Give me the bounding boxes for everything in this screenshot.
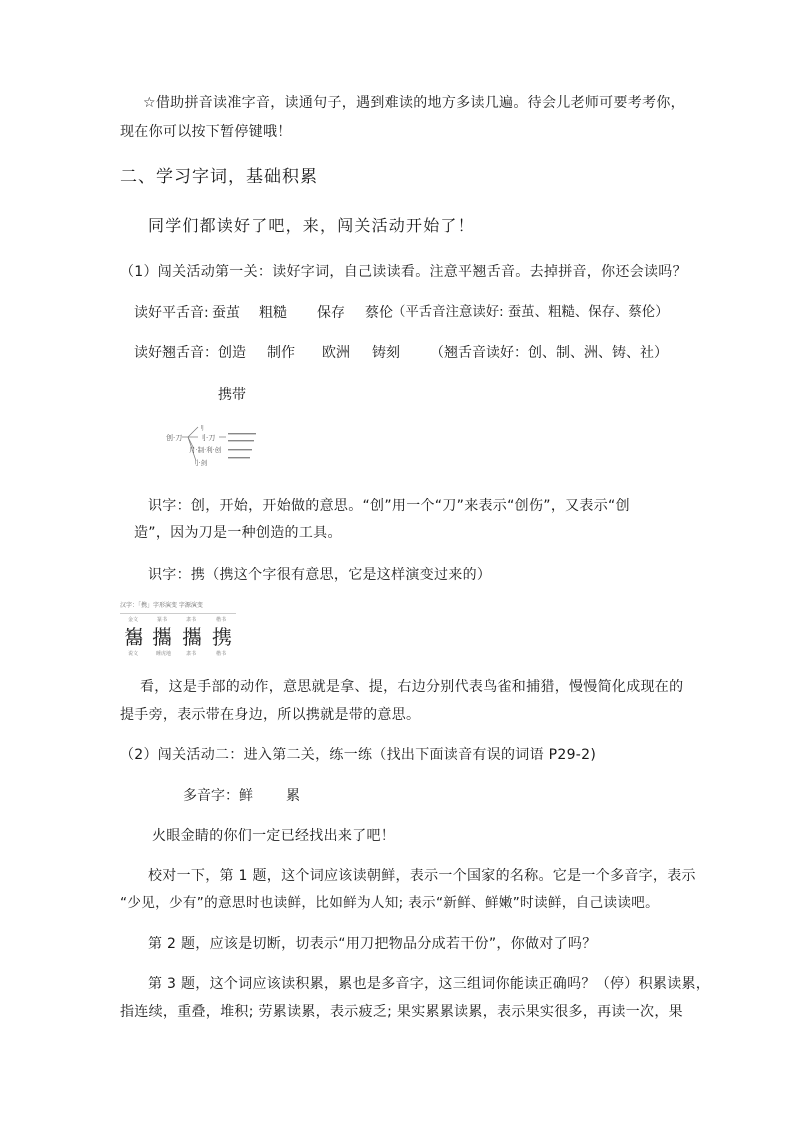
svg-text:刂·剑: 刂·剑: [192, 459, 208, 467]
source-label: 楷书: [216, 651, 227, 657]
svg-text:创·刀: 创·刀: [166, 434, 183, 442]
source-label: 说文: [128, 651, 139, 657]
paragraph-line: 看，这是手部的动作，意思就是拿、提，右边分别代表鸟雀和捕猎，慢慢简化成现在的: [140, 679, 684, 695]
extra-word: 携带: [218, 387, 246, 403]
glyph: 攜: [152, 625, 172, 649]
glyph: 携: [212, 625, 232, 649]
intro-text: 同学们都读好了吧，来，闯关活动开始了！: [148, 216, 475, 235]
retroflex-word: 欧洲: [322, 345, 350, 361]
xie-evolution-figure: [120, 600, 240, 660]
script-label: 隶书: [186, 617, 197, 623]
retroflex-note: （翘舌音读好：创、制、洲、铸、社）: [430, 345, 668, 361]
paragraph-line: 识字：创，开始，开始做的意思。“创”用一个“刀”来表示“创伤”，又表示“创: [148, 498, 630, 514]
svg-text:刂: 刂: [198, 425, 205, 432]
flat-word: 粗糙: [259, 305, 287, 321]
paragraph-line: 火眼金睛的你们一定已经找出来了吧！: [152, 828, 396, 844]
task-2-text: （2）闯关活动二：进入第二关，练一练（找出下面读音有误的词语 P29-2): [120, 747, 597, 763]
paragraph-line: 第 2 题，应该是切断，切表示“用刀把物品分成若干份”，你做对了吗？: [148, 936, 597, 952]
glyph: 雟: [124, 625, 144, 649]
paragraph-line: 第 3 题，这个词应该读积累，累也是多音字，这三组词你能读正确吗？（停）积累读累，: [148, 976, 711, 992]
source-label: 睡虎地: [156, 651, 172, 657]
retroflex-word: 制作: [267, 345, 295, 361]
paragraph-line: 校对一下，第 1 题，这个词应该读朝鲜，表示一个国家的名称。它是一个多音字，表示: [148, 868, 696, 884]
script-label: 篆书: [157, 617, 168, 623]
paragraph-line: ☆借助拼音读准字音，读通句子，遇到难读的地方多读几遍。待会儿老师可要考考你，: [143, 95, 685, 111]
task-1-text: （1）闯关活动第一关：读好字词，自己读读看。注意平翘舌音。去掉拼音，你还会读吗？: [120, 264, 687, 280]
paragraph-line: 造”，因为刀是一种创造的工具。: [134, 525, 342, 541]
flat-word: 蚕茧: [212, 305, 240, 321]
section-heading: 二、学习字词，基础积累: [120, 167, 318, 187]
paragraph-line: “少见，少有”的意思时也读鲜，比如鲜为人知; 表示“新鲜、鲜嫩”时读鲜，自己读读吧。: [120, 895, 660, 911]
retroflex-label: 读好翘舌音：: [134, 345, 218, 361]
flat-word: 蔡伦: [365, 305, 393, 321]
paragraph-line: 现在你可以按下暂停键哦！: [120, 124, 292, 140]
source-label: 隶书: [186, 651, 197, 657]
flat-label: 读好平舌音:: [134, 305, 209, 321]
script-label: 楷书: [216, 617, 227, 623]
svg-text:刂·刀: 刂·刀: [199, 434, 216, 442]
figure-divider: [120, 613, 236, 614]
figure-header: 汉字：「携」字形演变 字源演变: [120, 602, 203, 609]
paragraph-line: 指连续，重叠，堆积; 劳累读累，表示疲乏; 果实累累读累，表示果实很多，再读一次，果: [120, 1004, 683, 1020]
retroflex-word: 铸刻: [372, 345, 400, 361]
retroflex-word: 创造: [218, 345, 246, 361]
flat-note: （平舌音注意读好: 蚕茧、粗糙、保存、蔡伦）: [392, 305, 669, 320]
flat-word: 保存: [317, 305, 345, 321]
script-label: 金文: [128, 617, 139, 623]
glyph: 攜: [182, 625, 202, 649]
svg-text:月·制·利·创: 月·制·利·创: [189, 446, 222, 454]
paragraph-line: 识字：携（携这个字很有意思，它是这样演变过来的）: [148, 567, 492, 583]
polyphone-label: 多音字：鲜: [183, 788, 253, 804]
paragraph-line: 提手旁，表示带在身边，所以携就是带的意思。: [120, 707, 421, 723]
character-mindmap-figure: [164, 425, 260, 469]
polyphone-word: 累: [286, 788, 300, 804]
